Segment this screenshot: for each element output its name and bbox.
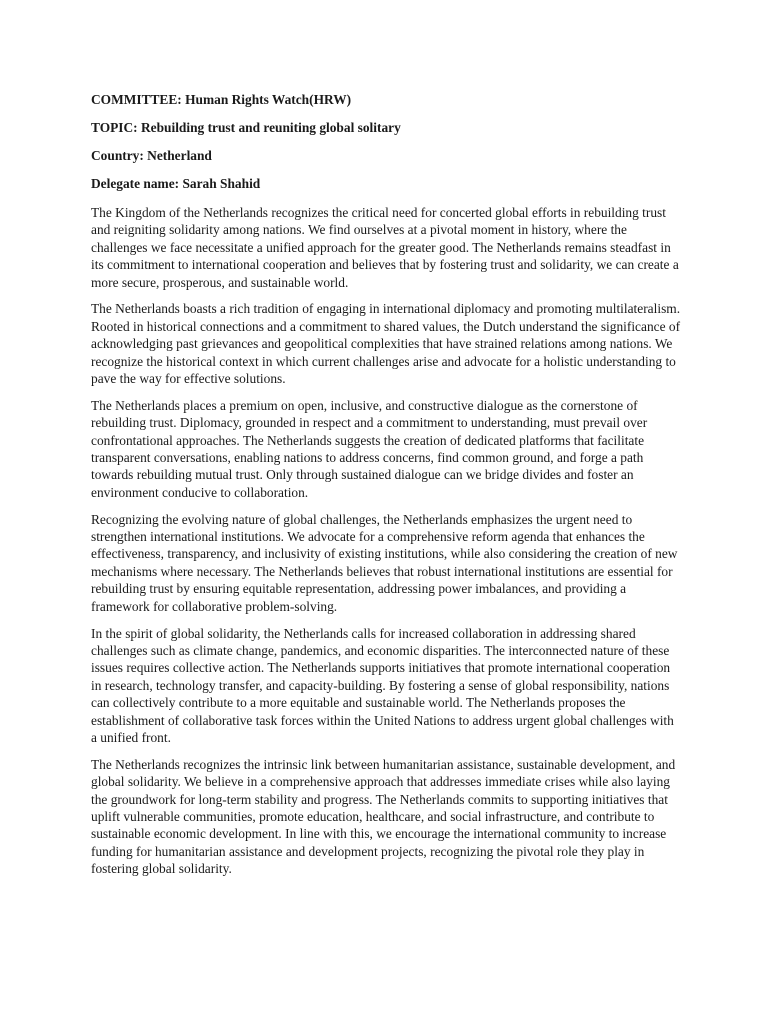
country-heading: Country: Netherland (91, 148, 212, 163)
paragraph-humanitarian: The Netherlands recognizes the intrinsic link between humanitarian assistance, sustainable development, and global solidarity. We believe in a comprehensive approach that addresses immediate crises while also laying the groundwork for long-term stability and progress. The Netherlands commits to supporting initiatives that uplift vulnerable communities, promote education, healthcare, and social infrastructure, and contribute to sustainable economic development. In line with this, we encourage the international community to increase funding for humanitarian assistance and development projects, recognizing the pivotal role they play in fostering global solidarity. (91, 756, 676, 877)
committee-heading: COMMITTEE: Human Rights Watch(HRW) (91, 92, 352, 107)
paragraph-diplomacy-tradition: The Netherlands boasts a rich tradition of engaging in international diplomacy and promoting multilateralism. Rooted in historical connections and a commitment to shared values, the Dutch understand the significance of acknowledging past grievances and geopolitical complexities that have strained relations among nations. We recognize the historical context in which current challenges arise and advocate for a holistic understanding to pave the way for effective solutions. (91, 301, 681, 387)
delegate-heading: Delegate name: Sarah Shahid (91, 176, 261, 191)
document-page (91, 92, 681, 887)
paragraph-institutions: Recognizing the evolving nature of global challenges, the Netherlands emphasizes the urgent need to strengthen international institutions. We advocate for a comprehensive reform agenda that enhances the effectiveness, transparency, and inclusivity of existing institutions, while also considering the creation of new mechanisms where necessary. The Netherlands believes that robust international institutions are essential for rebuilding trust by ensuring equitable representation, addressing power imbalances, and providing a framework for collaborative problem-solving. (91, 511, 678, 614)
paragraph-global-solidarity: In the spirit of global solidarity, the Netherlands calls for increased collaboration in addressing shared challenges such as climate change, pandemics, and economic disparities. The interconnected nature of these issues requires collective action. The Netherlands supports initiatives that promote international cooperation in research, technology transfer, and capacity-building. By fostering a sense of global responsibility, nations can collectively contribute to a more equitable and sustainable world. The Netherlands proposes the establishment of collaborative task forces within the United Nations to address urgent global challenges with a unified front. (91, 625, 674, 745)
paragraph-intro: The Kingdom of the Netherlands recognizes the critical need for concerted global efforts in rebuilding trust and reigniting solidarity among nations. We find ourselves at a pivotal moment in history, where the challenges we face necessitate a unified approach for the greater good. The Netherlands remains steadfast in its commitment to international cooperation and believes that by fostering trust and solidarity, we can create a more secure, prosperous, and sustainable world. (91, 205, 679, 290)
topic-heading: TOPIC: Rebuilding trust and reuniting global solitary (91, 120, 401, 135)
paragraph-dialogue: The Netherlands places a premium on open, inclusive, and constructive dialogue as the cornerstone of rebuilding trust. Diplomacy, grounded in respect and a commitment to understanding, must prevail over confrontational approaches. The Netherlands suggests the creation of dedicated platforms that facilitate transparent conversations, enabling nations to address concerns, find common ground, and forge a path towards rebuilding mutual trust. Only through sustained dialogue can we bridge divides and foster an environment conducive to collaboration. (91, 397, 648, 500)
